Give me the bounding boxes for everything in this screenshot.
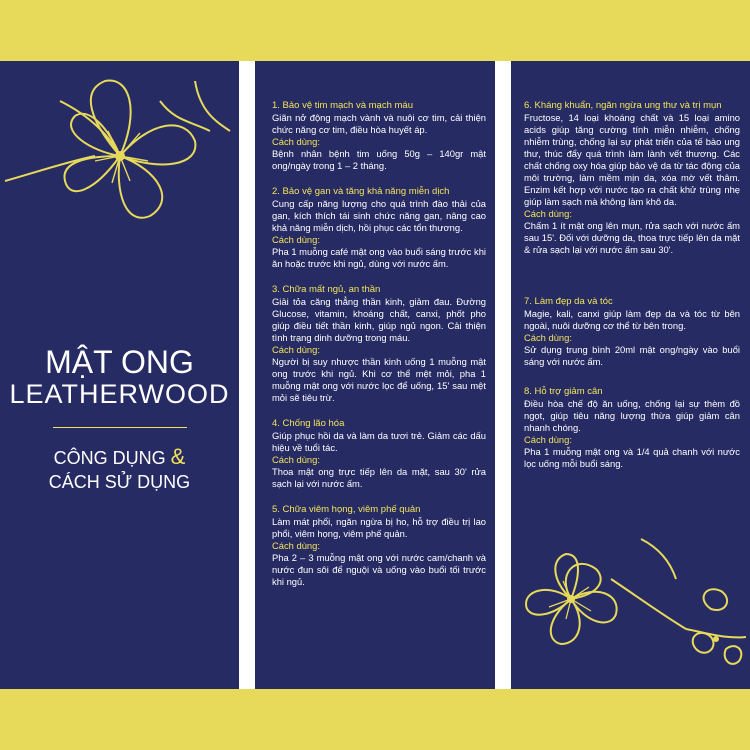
benefits-list-2 [524, 100, 740, 484]
usage-text: Chấm 1 ít mật ong lên mụn, rửa sạch với nước ấm sau 15'. Đối với dưỡng da, thoa trực tiếp lên da mặt & rửa sạch lại với nước ấm sau 30'. [524, 220, 740, 255]
benefit-body: Điều hòa chế độ ăn uống, chống lại sự thèm đồ ngọt, giúp tiêu năng lượng thừa giúp giảm cân nhanh chóng. [524, 398, 740, 433]
usage-label: Cách dùng: [524, 332, 572, 343]
benefit-section [272, 418, 486, 490]
cover-divider [53, 427, 187, 428]
ampersand: & [170, 444, 186, 469]
benefit-title: 7. Làm đẹp da và tóc [524, 296, 613, 307]
usage-text: Bệnh nhân bệnh tim uống 50g – 140gr mật ong/ngày trong 1 – 2 tháng. [272, 148, 486, 171]
benefit-body: Magie, kali, canxi giúp làm đẹp da và tóc từ bên ngoài, nuôi dưỡng cơ thể từ bên trong. [524, 308, 740, 331]
benefit-title: 4. Chống lão hóa [272, 418, 345, 429]
usage-label: Cách dùng: [272, 344, 320, 355]
benefit-title: 5. Chữa viêm họng, viêm phế quản [272, 504, 421, 515]
benefit-section [524, 386, 740, 470]
cover-title-line2: LEATHERWOOD [9, 379, 230, 409]
benefit-section [524, 100, 740, 256]
benefit-title: 3. Chữa mất ngủ, an thần [272, 284, 381, 295]
benefits-panel-1 [255, 61, 495, 689]
usage-text: Pha 1 muỗng café mật ong vào buổi sáng trước khi ăn hoặc trước khi ngủ, dùng với nước ấm. [272, 246, 486, 269]
usage-label: Cách dùng: [272, 454, 320, 465]
usage-text: Pha 2 – 3 muỗng mật ong với nước cam/chanh và nước đun sôi để nguội và uống vào buổi tối trước khi ngủ. [272, 552, 486, 587]
benefit-title: 1. Bảo vệ tim mạch và mạch máu [272, 100, 413, 111]
benefit-body: Fructose, 14 loại khoáng chất và 15 loại amino acids giúp tăng cường tính miễn nhiễm, chống nhiễm trùng, chống lại sự phát triển của tế bào ung thư, thúc đẩy quá trình làm lành vết thương. Các chất chống oxy hóa giúp bảo vệ da từ tác động của môi trường, làm mềm mịn da, xóa mờ vết thâm. Enzim kết hợp với nước tạo ra chất khử trùng nhẹ giúp làm sạch mà không làm khô da. [524, 112, 740, 207]
cover-subtitle-line1 [0, 446, 239, 469]
benefit-body: Cung cấp năng lượng cho quá trình đào thải của gan, kích thích tái sinh chức năng gan, nâng cao khả năng miễn dịch, hồi phục các tổn thương. [272, 198, 486, 233]
benefit-title: 6. Kháng khuẩn, ngăn ngừa ung thư và trị mụn [524, 100, 722, 111]
gold-band-bottom [0, 689, 750, 750]
cover-panel [0, 61, 239, 689]
benefit-section [272, 284, 486, 404]
benefit-body: Giúp phục hồi da và làm da tươi trẻ. Giảm các dấu hiệu về tuổi tác. [272, 430, 486, 453]
benefit-title: 8. Hỗ trợ giảm cân [524, 386, 603, 397]
benefit-body: Giãn nở động mạch vành và nuôi cơ tim, cải thiện chức năng cơ tim, điều hòa huyết áp. [272, 112, 486, 135]
cover-subtitle-line2: CÁCH SỬ DỤNG [48, 472, 191, 492]
usage-label: Cách dùng: [272, 234, 320, 245]
benefit-section [524, 296, 740, 368]
flower-illustration-icon [0, 61, 239, 231]
cover-title-line1: MẬT ONG [45, 344, 194, 380]
usage-label: Cách dùng: [272, 136, 320, 147]
flower-illustration-icon [511, 519, 750, 689]
benefit-section [272, 186, 486, 270]
benefits-list-1 [272, 100, 486, 602]
usage-label: Cách dùng: [524, 434, 572, 445]
usage-label: Cách dùng: [272, 540, 320, 551]
benefit-body: Làm mát phổi, ngăn ngừa bị ho, hỗ trợ điều trị lao phổi, viêm họng, viêm phế quản. [272, 516, 486, 539]
usage-text: Sử dụng trung bình 20ml mật ong/ngày vào buổi sáng với nước ấm. [524, 344, 740, 367]
benefit-body: Giải tỏa căng thẳng thần kinh, giảm đau. Đường Glucose, vitamin, khoáng chất, canxi, phốt pho giúp điều tiết thần kinh, giúp ngủ ngon. Cải thiện tình trạng dinh dưỡng trong máu. [272, 296, 486, 343]
benefits-panel-2 [511, 61, 750, 689]
usage-text: Thoa mật ong trực tiếp lên da mặt, sau 30' rửa sạch lại với nước ấm. [272, 466, 486, 489]
benefit-title: 2. Bảo vệ gan và tăng khả năng miễn dịch [272, 186, 450, 197]
benefit-section [272, 100, 486, 172]
subtitle-text: CÔNG DỤNG [53, 448, 166, 468]
usage-label: Cách dùng: [524, 208, 572, 219]
usage-text: Người bị suy nhược thần kinh uống 1 muỗng mật ong trước khi ngủ. Khi cơ thể mệt mỏi, pha 1 muỗng mật ong với nước lọc để uống, 15' sau mệt mỏi sẽ tiêu trừ. [272, 356, 486, 403]
benefit-section [272, 504, 486, 588]
usage-text: Pha 1 muỗng mật ong và 1/4 quả chanh với nước lọc uống mỗi buổi sáng. [524, 446, 740, 469]
gold-band-top [0, 0, 750, 61]
